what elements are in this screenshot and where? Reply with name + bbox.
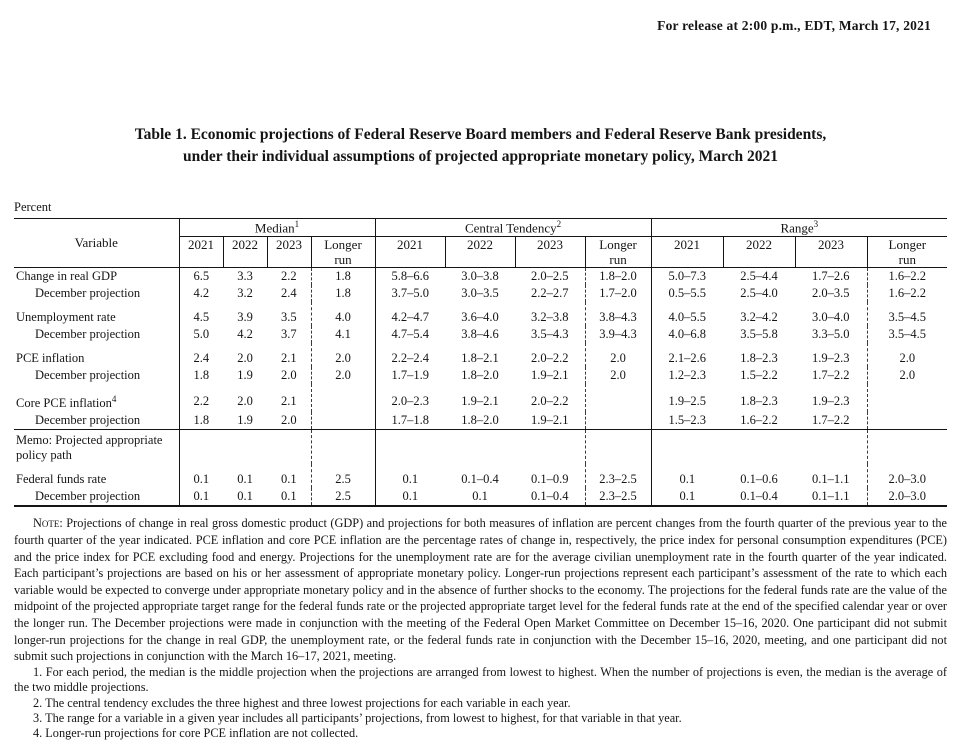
row-label: PCE inflation <box>14 343 179 367</box>
value-cell <box>223 430 267 465</box>
value-cell: 2.0 <box>237 394 253 409</box>
table-row <box>14 367 947 384</box>
value-cell: 1.8 <box>193 413 210 428</box>
table-row <box>14 326 947 343</box>
value-cell: 2.0 <box>280 413 297 428</box>
value-cell: 4.5 <box>193 310 210 325</box>
table-title-line1: Table 1. Economic projections of Federal Reserve Board members and Federal Reserve Bank presidents, <box>134 126 827 143</box>
value-cell: 2.3–2.5 <box>585 464 651 488</box>
year-header: 2023 <box>515 237 585 268</box>
value-cell: 3.9–4.3 <box>585 326 651 343</box>
value-cell: 3.7–5.0 <box>391 286 430 301</box>
value-cell: 3.3 <box>237 269 253 284</box>
row-label: December projection <box>14 367 179 384</box>
row-label: Core PCE inflation$^4$ <box>14 384 179 412</box>
value-cell: 4.7–5.4 <box>391 327 430 342</box>
value-cell: 2.4 <box>193 351 210 366</box>
table-body <box>14 268 947 507</box>
value-cell: 1.9 <box>237 413 253 428</box>
value-cell: 2.0–3.0 <box>867 464 947 488</box>
row-label: December projection <box>14 412 179 430</box>
value-cell: 3.2–4.2 <box>740 310 778 325</box>
value-cell: 1.8 <box>311 285 375 302</box>
table-row <box>14 302 947 326</box>
value-cell <box>515 430 585 465</box>
value-cell: 0.1 <box>237 472 253 487</box>
table-row <box>14 412 947 430</box>
value-cell: 0.1 <box>193 489 210 504</box>
footnote-2: 2. The central tendency excludes the three highest and three lowest projections for each variable in each year. <box>33 695 571 710</box>
row-label: Unemployment rate <box>14 302 179 326</box>
value-cell: 3.3–5.0 <box>812 327 850 342</box>
value-cell: 0.1 <box>280 472 297 487</box>
range-footnote-marker: 3 <box>813 219 819 229</box>
value-cell: 0.1–0.4 <box>461 472 499 487</box>
unit-label: Percent <box>14 200 52 214</box>
value-cell: 3.2 <box>237 286 253 301</box>
value-cell: 4.0 <box>311 302 375 326</box>
value-cell: 1.8–2.0 <box>461 413 499 428</box>
value-cell: 0.1 <box>402 472 419 487</box>
footnote-3: 3. The range for a variable in a given year includes all participants’ projections, from lowest to highest, for that variable in that year. <box>33 711 682 726</box>
value-cell: 4.0–6.8 <box>668 327 707 342</box>
value-cell: 2.2–2.4 <box>391 351 430 366</box>
table-title-line2: under their individual assumptions of projected appropriate monetary policy, March 2021 <box>183 148 778 165</box>
value-cell: 2.0 <box>311 367 375 384</box>
value-cell <box>585 384 651 412</box>
value-cell: 3.7 <box>280 327 297 342</box>
value-cell: 1.8–2.3 <box>740 394 778 409</box>
value-cell: 1.9–2.5 <box>668 394 707 409</box>
value-cell <box>867 430 947 465</box>
value-cell <box>585 412 651 430</box>
value-cell: 0.5–5.5 <box>668 286 707 301</box>
central-tendency-group-header: Central Tendency$^2$ <box>375 219 651 237</box>
year-header: 2023 <box>795 237 867 268</box>
central-tendency-footnote-marker: 2 <box>556 219 562 229</box>
value-cell: 2.0–2.2 <box>531 394 569 409</box>
table-row <box>14 343 947 367</box>
value-cell: 1.9–2.3 <box>812 351 850 366</box>
median-group-header: Median$^1$ <box>179 219 375 237</box>
value-cell: 0.1 <box>280 489 297 504</box>
value-cell: 3.0–3.5 <box>461 286 499 301</box>
value-cell: 2.2 <box>193 394 210 409</box>
value-cell: 3.8–4.6 <box>461 327 499 342</box>
value-cell <box>867 412 947 430</box>
value-cell: 2.5 <box>311 488 375 506</box>
value-cell: 2.0–2.2 <box>531 351 569 366</box>
value-cell: 1.7–2.0 <box>585 285 651 302</box>
row-label: December projection <box>14 488 179 506</box>
value-cell: 2.1 <box>280 394 297 409</box>
value-cell: 3.5–4.5 <box>867 302 947 326</box>
value-cell: 0.1–0.4 <box>740 489 778 504</box>
value-cell: 2.0–2.5 <box>531 269 569 284</box>
value-cell: 1.6–2.2 <box>867 285 947 302</box>
value-cell: 2.5 <box>311 464 375 488</box>
value-cell: 1.6–2.2 <box>867 268 947 286</box>
footnote-1: 1. For each period, the median is the middle projection when the projections are arranged from lowest to highest. When the number of projections is even, the median is the average of the two middle projections. <box>14 664 947 695</box>
release-line: For release at 2:00 p.m., EDT, March 17, 2021 <box>657 18 931 33</box>
value-cell: 2.5–4.4 <box>740 269 778 284</box>
value-cell: 2.0 <box>311 343 375 367</box>
document-page <box>14 0 947 742</box>
value-cell: 2.2–2.7 <box>531 286 569 301</box>
row-label: Memo: Projected appropriate policy path <box>14 430 179 465</box>
note-label: Note: <box>33 516 63 531</box>
year-header: 2022 <box>223 237 267 268</box>
value-cell <box>651 430 723 465</box>
value-cell: 1.6–2.2 <box>740 413 778 428</box>
table-row <box>14 488 947 506</box>
value-cell: 3.5–4.5 <box>867 326 947 343</box>
value-cell: 1.5–2.3 <box>668 413 707 428</box>
value-cell: 2.4 <box>280 286 297 301</box>
value-cell: 1.8 <box>311 268 375 286</box>
value-cell: 1.7–2.2 <box>812 368 850 383</box>
notes-section <box>14 515 947 741</box>
value-cell: 0.1–0.4 <box>531 489 569 504</box>
memo-row <box>14 430 947 465</box>
value-cell: 3.6–4.0 <box>461 310 499 325</box>
value-cell: 3.8–4.3 <box>585 302 651 326</box>
value-cell: 1.7–1.8 <box>391 413 430 428</box>
variable-column-header: Variable <box>14 219 179 268</box>
value-cell: 2.0 <box>867 343 947 367</box>
value-cell: 5.8–6.6 <box>391 269 430 284</box>
value-cell: 1.5–2.2 <box>740 368 778 383</box>
year-header: 2021 <box>375 237 445 268</box>
projections-table <box>14 218 947 507</box>
value-cell <box>795 430 867 465</box>
table-row <box>14 268 947 286</box>
value-cell: 1.8–2.3 <box>740 351 778 366</box>
table-row <box>14 384 947 412</box>
value-cell: 0.1–0.9 <box>531 472 569 487</box>
value-cell: 0.1–1.1 <box>812 489 850 504</box>
value-cell: 3.2–3.8 <box>531 310 569 325</box>
value-cell: 1.2–2.3 <box>668 368 707 383</box>
value-cell: 1.8 <box>193 368 210 383</box>
value-cell: 5.0 <box>193 327 210 342</box>
value-cell: 1.9–2.1 <box>531 368 569 383</box>
table-row <box>14 464 947 488</box>
value-cell <box>311 384 375 412</box>
value-cell <box>867 384 947 412</box>
value-cell: 3.5–5.8 <box>740 327 778 342</box>
value-cell: 0.1 <box>402 489 419 504</box>
value-cell: 0.1 <box>679 472 696 487</box>
value-cell: 6.5 <box>193 269 210 284</box>
value-cell <box>723 430 795 465</box>
table-note <box>14 515 947 664</box>
year-header: 2022 <box>723 237 795 268</box>
value-cell: 4.1 <box>311 326 375 343</box>
value-cell: 0.1 <box>237 489 253 504</box>
row-label: December projection <box>14 285 179 302</box>
value-cell: 2.0 <box>585 343 651 367</box>
year-header: 2023 <box>267 237 311 268</box>
value-cell: 3.0–3.8 <box>461 269 499 284</box>
value-cell: 1.7–2.2 <box>812 413 850 428</box>
value-cell: 4.0–5.5 <box>668 310 707 325</box>
value-cell: 0.1 <box>679 489 696 504</box>
value-cell: 2.0 <box>585 367 651 384</box>
footnote-4: 4. Longer-run projections for core PCE inflation are not collected. <box>33 726 359 741</box>
year-header: 2022 <box>445 237 515 268</box>
value-cell: 2.1 <box>280 351 297 366</box>
value-cell: 1.9–2.1 <box>531 413 569 428</box>
value-cell <box>179 430 223 465</box>
median-footnote-marker: 1 <box>294 219 300 229</box>
table-row <box>14 285 947 302</box>
value-cell: 4.2–4.7 <box>391 310 430 325</box>
value-cell: 1.9–2.1 <box>461 394 499 409</box>
value-cell: 1.9–2.3 <box>812 394 850 409</box>
value-cell: 1.9 <box>237 368 253 383</box>
value-cell: 1.8–2.0 <box>461 368 499 383</box>
value-cell: 3.9 <box>237 310 253 325</box>
value-cell: 3.5–4.3 <box>531 327 569 342</box>
range-group-header: Range$^3$ <box>651 219 947 237</box>
table-title <box>14 124 947 168</box>
value-cell: 1.7–2.6 <box>812 269 850 284</box>
longer-run-header: Longer run <box>867 237 947 268</box>
value-cell: 2.0–3.0 <box>867 488 947 506</box>
row-footnote-marker: 4 <box>111 394 117 405</box>
value-cell: 3.0–4.0 <box>812 310 850 325</box>
value-cell: 0.1–0.6 <box>740 472 778 487</box>
value-cell <box>267 430 311 465</box>
value-cell: 4.2 <box>237 327 253 342</box>
value-cell <box>311 430 375 465</box>
value-cell <box>445 430 515 465</box>
header-group-row <box>14 219 947 237</box>
note-text: Projections of change in real gross domestic product (GDP) and projections for both measures of inflation are percent changes from the fourth quarter of the previous year to the fourth quarter of the year indicated. PCE inflation and core PCE inflation are the percentage rates of change in, respectively, the price index for personal consumption expenditures (PCE) and the price index for PCE excluding food and energy. Projections for the unemployment rate are for the average civilian unemployment rate in the fourth quarter of the year indicated. Each participant’s projections are based on his or her assessment of appropriate monetary policy. Longer-run projections represent each participant’s assessment of the rate to which each variable would be expected to converge under appropriate monetary policy and in the absence of further shocks to the economy. The projections for the federal funds rate are the value of the midpoint of the projected appropriate target range for the federal funds rate or the projected appropriate target level for the federal funds rate at the end of the specified calendar year or over the longer run. The December projections were made in conjunction with the meeting of the Federal Open Market Committee on December 15–16, 2020. One participant did not submit longer-run projections for the change in real GDP, the unemployment rate, or the federal funds rate in conjunction with the December 15–16, 2020, meeting, and one participant did not submit such projections in conjunction with the March 16–17, 2021, meeting. <box>14 516 947 664</box>
row-label: December projection <box>14 326 179 343</box>
value-cell: 1.8–2.1 <box>461 351 499 366</box>
value-cell: 2.0 <box>867 367 947 384</box>
value-cell <box>585 430 651 465</box>
value-cell: 2.5–4.0 <box>740 286 778 301</box>
value-cell: 0.1 <box>472 489 488 504</box>
value-cell <box>375 430 445 465</box>
value-cell: 2.0–3.5 <box>812 286 850 301</box>
row-label: Federal funds rate <box>14 464 179 488</box>
longer-run-header: Longer run <box>585 237 651 268</box>
longer-run-header: Longer run <box>311 237 375 268</box>
year-header: 2021 <box>651 237 723 268</box>
value-cell: 3.5 <box>280 310 297 325</box>
value-cell: 1.8–2.0 <box>585 268 651 286</box>
value-cell: 2.2 <box>280 269 297 284</box>
year-header: 2021 <box>179 237 223 268</box>
value-cell: 2.3–2.5 <box>585 488 651 506</box>
value-cell: 1.7–1.9 <box>391 368 430 383</box>
value-cell: 2.0–2.3 <box>391 394 430 409</box>
value-cell: 0.1 <box>193 472 210 487</box>
value-cell: 0.1–1.1 <box>812 472 850 487</box>
value-cell: 2.0 <box>280 368 297 383</box>
value-cell <box>311 412 375 430</box>
value-cell: 2.0 <box>237 351 253 366</box>
value-cell: 2.1–2.6 <box>668 351 707 366</box>
value-cell: 5.0–7.3 <box>668 269 707 284</box>
row-label: Change in real GDP <box>14 268 179 286</box>
value-cell: 4.2 <box>193 286 210 301</box>
